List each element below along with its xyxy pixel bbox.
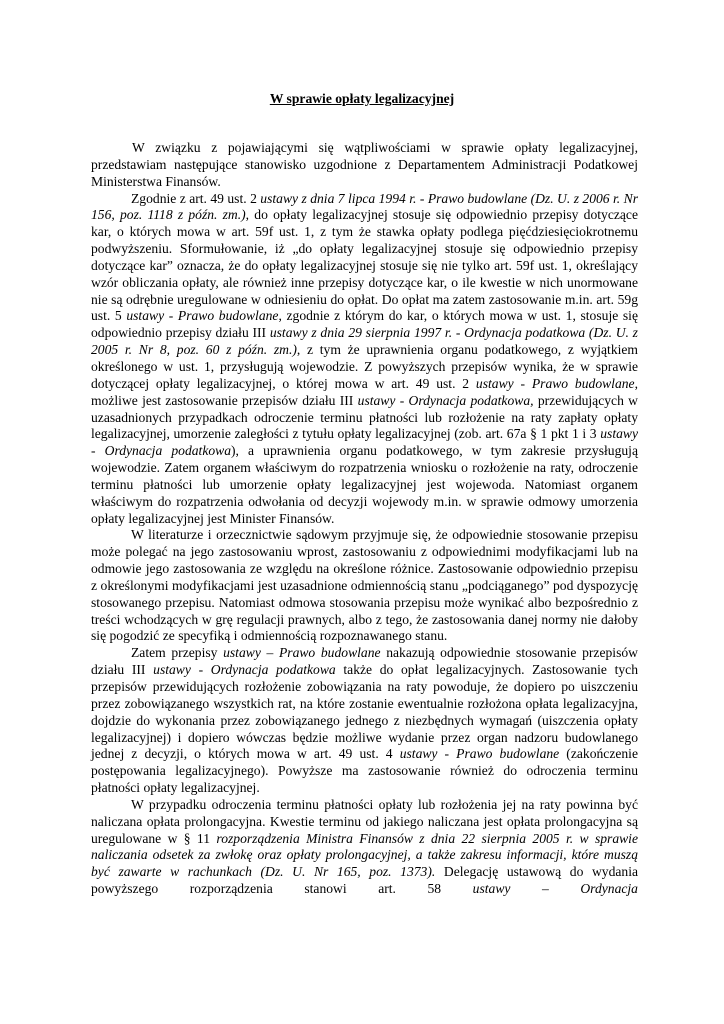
text-run: W literaturze i orzecznictwie sądowym przyjmuje się, że odpowiednie stosowanie przepisu może polegać na jego zastosowaniu wprost, zastosowaniu z odpowiednimi modyfikacjami lub na odmowie jego zastosowania ze względu na określone różnice. Zastosowanie odpowiednio przepisu z określonymi modyfikacjami jest uzasadnione odmiennością stanu „podciąganego” pod dyspozycję stosowanego przepisu. Natomiast odmowa stosowania przepisu może wynikać albo bezpośrednio z treści wchodzących w grę regulacji prawnych, albo z tego, że zastosowania danej normy nie dałoby się pogodzić ze specyfiką i odmiennością rozpoznawanego stanu. [91,527,638,644]
paragraph-3 [91,527,638,645]
text-run: także do opłat legalizacyjnych. Zastosowanie tych przepisów przewidujących rozłożenie zobowiązania na raty powoduje, że dopiero po uiszczeniu przez zobowiązanego wszystkich rat, na które zostanie ewentualnie rozłożona opłata legalizacyjna, dojdzie do wykonania przez zobowiązanego jednego z niezbędnych wymagań (uiszczenia opłaty legalizacyjnej) i dopiero wówczas będzie możliwe wydanie przez organ nadzoru budowlanego jednej z decyzji, o których mowa w art. 49 ust. 4 [91,662,639,762]
text-run: Zatem przepisy [131,645,224,661]
paragraph-1 [91,140,638,191]
text-run: , do opłaty legalizacyjnej stosuje się odpowiednio przepisy dotyczące kar, o których mowa w art. 59f ust. 1, z tym że stawka opłaty podlega pięćdziesięciokrotnemu podwyższeniu. Sformułowanie, iż „do opłaty legalizacyjnej stosuje się odpowiednio przepisy dotyczące kar” oznacza, że do opłaty legalizacyjnej stosuje się nie tylko art. 59f ust. 1, określający wzór obliczania opłaty, ale również inne przepisy dotyczące kar, o ile kwestie w nich unormowane nie są odrębnie uregulowane w odniesieniu do opłat. Do opłat ma zatem zastosowanie m.in. art. 59g ust. 5 [91,207,638,324]
italic-citation: ustawy - Ordynacja podatkowa [153,662,336,678]
italic-citation: ustawy - Prawo budowlane [126,308,279,324]
italic-citation: ustawy - Prawo budowlane [399,746,560,762]
italic-citation: ustawy z dnia 29 sierpnia 1997 r. - Ordynacja podatkowa (Dz. U. z 2005 r. Nr 8, poz. 60 z późn. zm.) [91,325,638,358]
italic-citation: ustawy - Ordynacja podatkowa, [357,392,534,408]
italic-citation: rozporządzenia Ministra Finansów z dnia 22 sierpnia 2005 r. w sprawie naliczania odsetek za zwłokę oraz opłaty prolongacyjnej, a także zakresu informacji, które muszą być zawarte w rachunkach (Dz. U. Nr 165, poz. 1373). [91,830,638,880]
text-run: , z tym że uprawnienia organu podatkowego, z wyjątkiem określonego w ust. 1, przysługują wojewodzie. Z powyższych przepisów wynika, że w sprawie dotyczącej opłaty legalizacyjnej, o której mowa w art. 49 ust. 2 [91,342,638,391]
text-run: W przypadku odroczenia terminu płatności opłaty lub rozłożenia jej na raty powinna być naliczana opłata prolongacyjna. Kwestie terminu od jakiego naliczana jest opłata prolongacyjna są uregulowane w § 11 [91,796,638,846]
text-run: W związku z pojawiającymi się wątpliwościami w sprawie opłaty legalizacyjnej, przedstawiam następujące stanowisko uzgodnione z Departamentem Administracji Podatkowej Ministerstwa Finansów. [91,140,638,189]
italic-citation: ustawy – Prawo budowlane [223,645,381,661]
italic-citation: ustawy – Ordynacja [472,881,638,897]
paragraph-4 [91,645,638,797]
text-run: ), a uprawnienia organu podatkowego, w tym zakresie przysługują wojewodzie. Zatem organem właściwym do rozpatrzenia wniosku o rozłożenie na raty, odroczenie terminu płatności lub umorzenie opłaty legalizacyjnej jest wojewoda. Natomiast organem właściwym do rozpatrzenia odwołania od decyzji wojewody m.in. w sprawie odmowy umorzenia opłaty legalizacyjnej jest Minister Finansów. [91,443,638,526]
italic-citation: ustawy - Prawo budowlane [475,375,635,391]
paragraph-5 [91,797,638,915]
document-title: W sprawie opłaty legalizacyjnej [269,91,455,106]
document-body [91,140,638,915]
text-run: nakazują odpowiednie stosowanie przepisów działu III [91,645,638,678]
text-run: przewidujących w uzasadnionych przypadkach odroczenie terminu płatności lub rozłożenie na raty zapłaty opłaty legalizacyjnej, umorzenie zaległości z tytułu opłaty legalizacyjnej (zob. art. 67a § 1 pkt 1 i 3 [91,392,638,442]
italic-citation: ustawy - Ordynacja podatkowa [91,426,638,459]
text-run: Zgodnie z art. 49 ust. 2 [131,190,261,206]
text-run: , możliwe jest zastosowanie przepisów działu III [91,375,638,408]
text-run: Delegację ustawową do wydania powyższego rozporządzenia stanowi art. 58 [91,864,639,897]
text-run: (zakończenie postępowania legalizacyjnego). Powyższe ma zastosowanie również do odroczenia terminu płatności opłaty legalizacyjnej. [91,746,638,796]
italic-citation: ustawy z dnia 7 lipca 1994 r. - Prawo budowlane (Dz. U. z 2006 r. Nr 156, poz. 1118 z późn. zm.) [91,190,638,223]
text-run: , zgodnie z którym do kar, o których mowa w ust. 1, stosuje się odpowiednio przepisy działu III [91,308,638,341]
paragraph-2 [91,191,638,528]
